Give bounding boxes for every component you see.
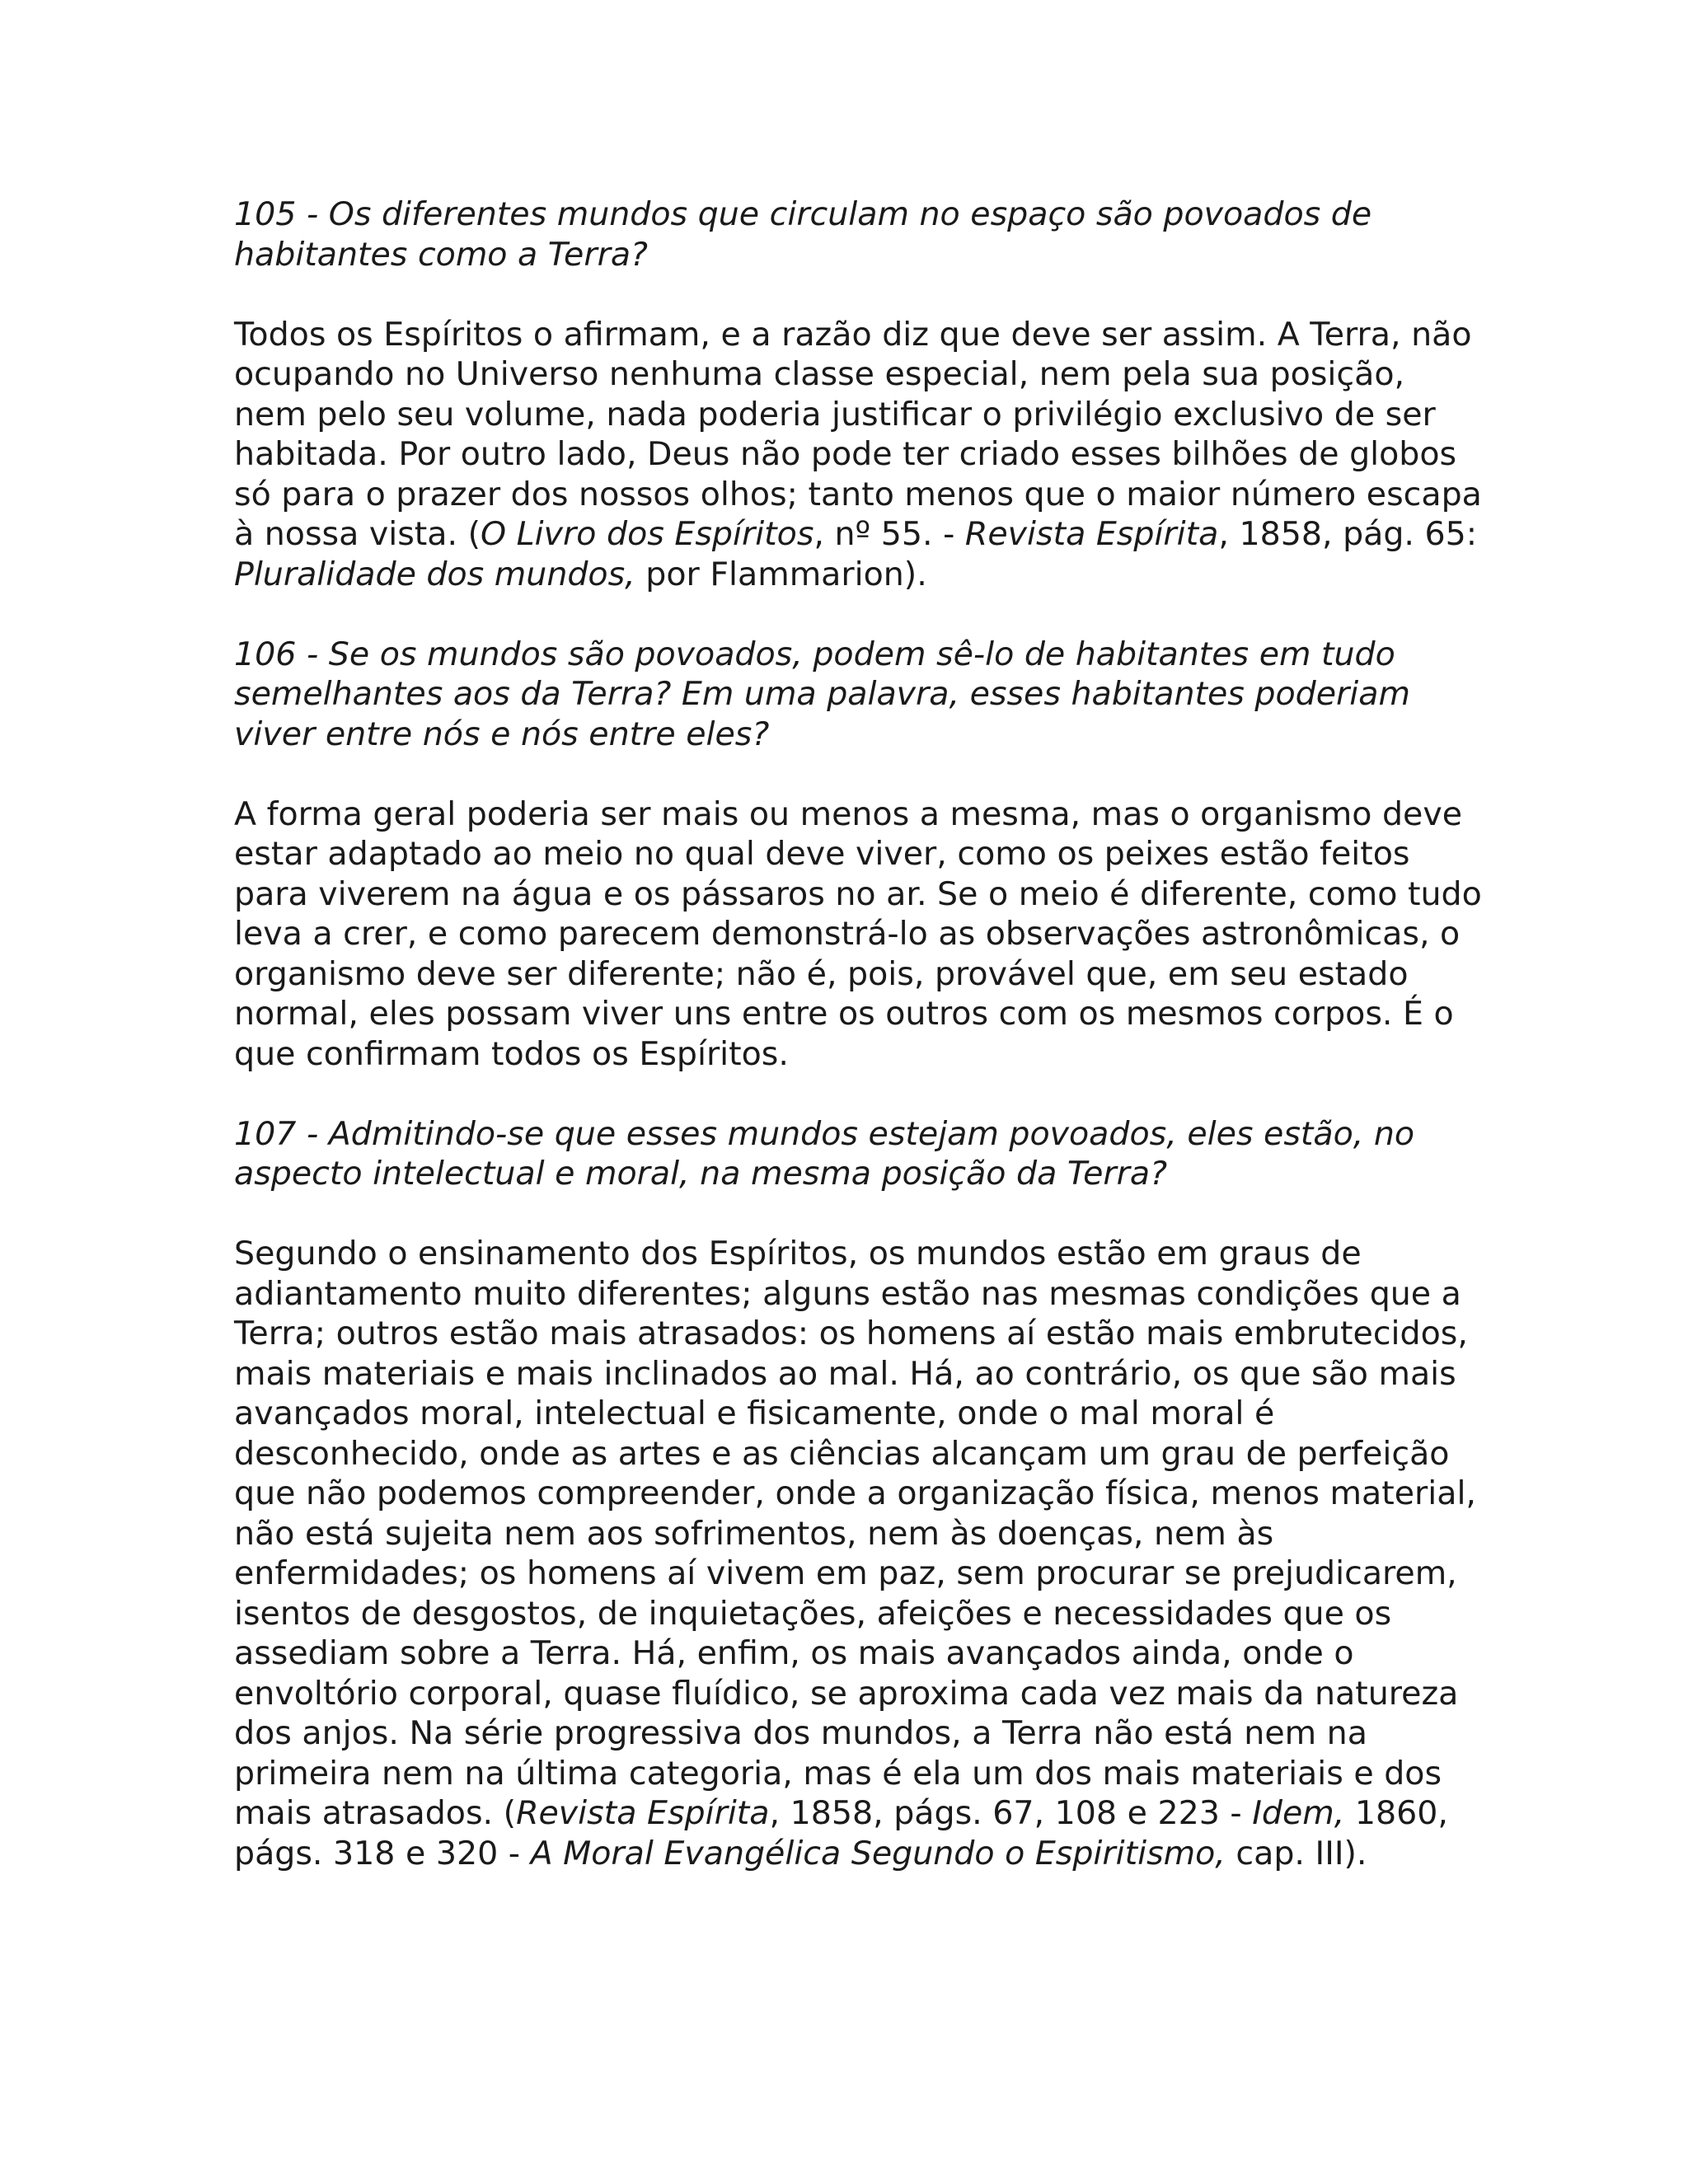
answer-107: [234, 1234, 1487, 1873]
answer-segment: , 1858, págs. 67, 108 e 223 -: [769, 1794, 1253, 1832]
journal-title: Revista Espírita: [516, 1794, 770, 1832]
reference-idem: Idem,: [1252, 1794, 1345, 1832]
answer-segment: por Flammarion).: [635, 555, 927, 593]
document-body: [234, 194, 1487, 1873]
answer-segment: 1860, págs. 318 e 320 -: [234, 1794, 1448, 1872]
answer-segment: cap. III).: [1225, 1834, 1367, 1872]
answer-segment: A forma geral poderia ser mais ou menos a mesma, mas o organismo deve estar adaptado ao meio no qual deve viver, como os peixes estão feitos para viverem na água e os pássaros no ar. Se o meio é diferente, como tudo leva a crer, e como parecem demonstrá-lo as observações astronômicas, o organismo deve ser diferente; não é, pois, provável que, em seu estado normal, eles possam viver uns entre os outros com os mesmos corpos. É o que confirmam todos os Espíritos.: [234, 794, 1482, 1073]
book-title: A Moral Evangélica Segundo o Espiritismo,: [530, 1834, 1226, 1872]
question-107: 107 - Admitindo-se que esses mundos estejam povoados, eles estão, no aspecto intelectual e moral, na mesma posição da Terra?: [234, 1114, 1415, 1193]
question-106: 106 - Se os mundos são povoados, podem sê-lo de habitantes em tudo semelhantes aos da Terra? Em uma palavra, esses habitantes poderiam viver entre nós e nós entre eles?: [234, 635, 1410, 753]
answer-segment: Segundo o ensinamento dos Espíritos, os mundos estão em graus de adiantamento muito diferentes; alguns estão nas mesmas condições que a Terra; outros estão mais atrasados: os homens aí estão mais embrutecidos, mais materiais e mais inclinados ao mal. Há, ao contrário, os que são mais avançados moral, intelectual e fisicamente, onde o mal moral é desconhecido, onde as artes e as ciências alcançam um grau de perfeição que não podemos compreender, onde a organização física, menos material, não está sujeita nem aos sofrimentos, nem às doenças, nem às enfermidades; os homens aí vivem em paz, sem procurar se prejudicarem, isentos de desgostos, de inquietações, afeições e necessidades que os assediam sobre a Terra. Há, enfim, os mais avançados ainda, onde o envoltório corporal, quase fluídico, se aproxima cada vez mais da natureza dos anjos. Na série progressiva dos mundos, a Terra não está nem na primeira nem na última categoria, mas é ela um dos mais materiais e dos mais atrasados. (: [234, 1235, 1476, 1832]
answer-segment: Todos os Espíritos o afirmam, e a razão diz que deve ser assim. A Terra, não ocupando no Universo nenhuma classe especial, nem pela sua posição, nem pelo seu volume, nada poderia justificar o privilégio exclusivo de ser habitada. Por outro lado, Deus não pode ter criado esses bilhões de globos só para o prazer dos nossos olhos; tanto menos que o maior número escapa à nossa vista. (: [234, 315, 1482, 553]
article-title: Pluralidade dos mundos,: [234, 555, 635, 593]
answer-106: [234, 794, 1487, 1075]
book-title: O Livro dos Espíritos: [481, 515, 814, 553]
journal-title: Revista Espírita: [964, 515, 1219, 553]
answer-segment: , nº 55. -: [814, 515, 965, 553]
answer-segment: , 1858, pág. 65:: [1218, 515, 1478, 553]
answer-105: [234, 315, 1487, 595]
question-105: 105 - Os diferentes mundos que circulam no espaço são povoados de habitantes como a Terra?: [234, 195, 1372, 274]
